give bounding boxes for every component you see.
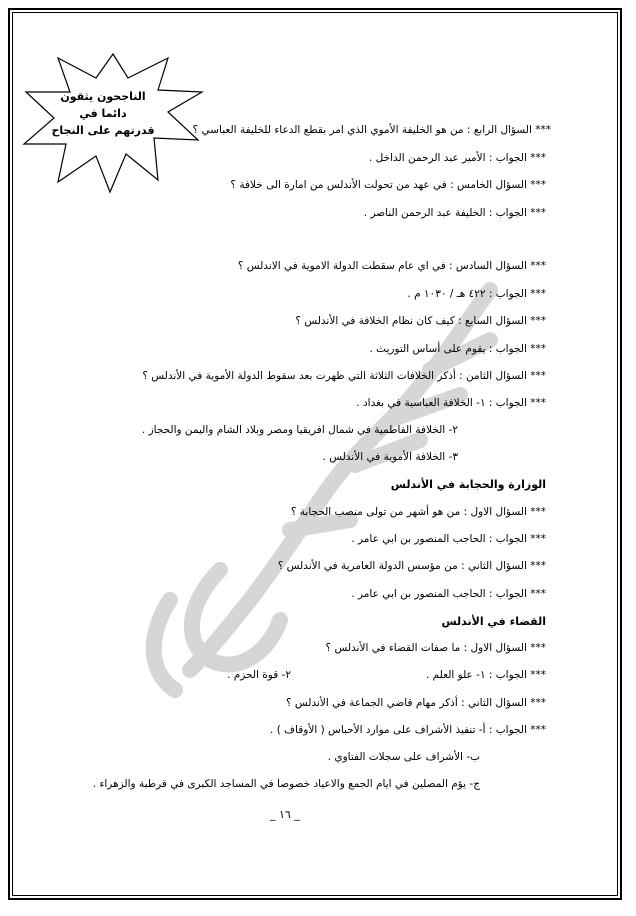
question-8: *** السؤال الثامن : أذكر الخلافات الثلاثة التي ظهرت بعد سقوط الدولة الأموية في الأندلس ؟ xyxy=(142,370,546,382)
badge-line-2: قدرتهم على النجاح xyxy=(51,124,155,137)
page-number: _ ١٦ _ xyxy=(270,808,300,821)
section1-answer-1: *** الجواب : الحاجب المنصور بن ابي عامر . xyxy=(351,533,546,545)
section2-answer-2-item-b: ب- الأشراف على سجلات الفتاوي . xyxy=(327,751,480,763)
section2-answer-2-item-c: ج- يؤم المصلين في ايام الجمع والاعياد خصوصا في المساجد الكبرى في قرطبة والزهراء . xyxy=(92,778,480,790)
answer-6: *** الجواب : ٤٢٢ هـ / ١٠٣٠ م . xyxy=(407,288,546,300)
badge-line-1: الناجحون يثقون دائما في xyxy=(60,90,146,120)
question-4: *** السؤال الرابع : من هو الخليفة الأموي الذي امر بقطع الدعاء للخليفة العباسي ؟ xyxy=(192,124,551,136)
answer-7: *** الجواب : يقوم على أساس التوريث . xyxy=(369,343,546,355)
answer-5: *** الجواب : الخليفة عبد الرحمن الناصر . xyxy=(363,207,546,219)
section1-question-1: *** السؤال الاول : من هو أشهر من تولى منصب الحجابة ؟ xyxy=(290,506,546,518)
answer-8: *** الجواب : ١- الخلافة العباسية في بغداد . xyxy=(356,397,546,409)
question-7: *** السؤال السابع : كيف كان نظام الخلافة في الأندلس ؟ xyxy=(295,315,546,327)
section2-question-1: *** السؤال الاول : ما صفات القضاء في الأندلس ؟ xyxy=(325,642,546,654)
section-heading-vizara: الوزارة والحجابة في الأندلس xyxy=(390,478,546,491)
question-6: *** السؤال السادس : في اي عام سقطت الدولة الاموية في الاندلس ؟ xyxy=(237,260,546,272)
section1-question-2: *** السؤال الثاني : من مؤسس الدولة العامرية في الأندلس ؟ xyxy=(277,560,546,572)
section2-answer-1-item-2: ٢- قوة الحزم . xyxy=(227,669,291,681)
question-5: *** السؤال الخامس : في عهد من تحولت الأندلس من امارة الى خلافة ؟ xyxy=(230,179,546,191)
answer-8-item-3: ٣- الخلافة الأموية في الأندلس . xyxy=(322,451,458,463)
answer-8-item-2: ٢- الخلافة الفاطمية في شمال افريقيا ومصر وبلاد الشام واليمن والحجاز . xyxy=(141,424,458,436)
section2-answer-2: *** الجواب : أ- تنفيذ الأشراف على موارد الأحباس ( الأوقاف ) . xyxy=(270,724,546,736)
section1-answer-2: *** الجواب : الحاجب المنصور بن ابي عامر . xyxy=(351,588,546,600)
answer-4: *** الجواب : الأمير عبد الرحمن الداخل . xyxy=(369,152,546,164)
section-heading-qada: القضاء في الأندلس xyxy=(441,615,546,628)
badge-text xyxy=(48,88,158,139)
section2-question-2: *** السؤال الثاني : أذكر مهام قاضي الجماعة في الأندلس ؟ xyxy=(285,697,546,709)
section2-answer-1: *** الجواب : ١- علو العلم . xyxy=(425,669,546,681)
